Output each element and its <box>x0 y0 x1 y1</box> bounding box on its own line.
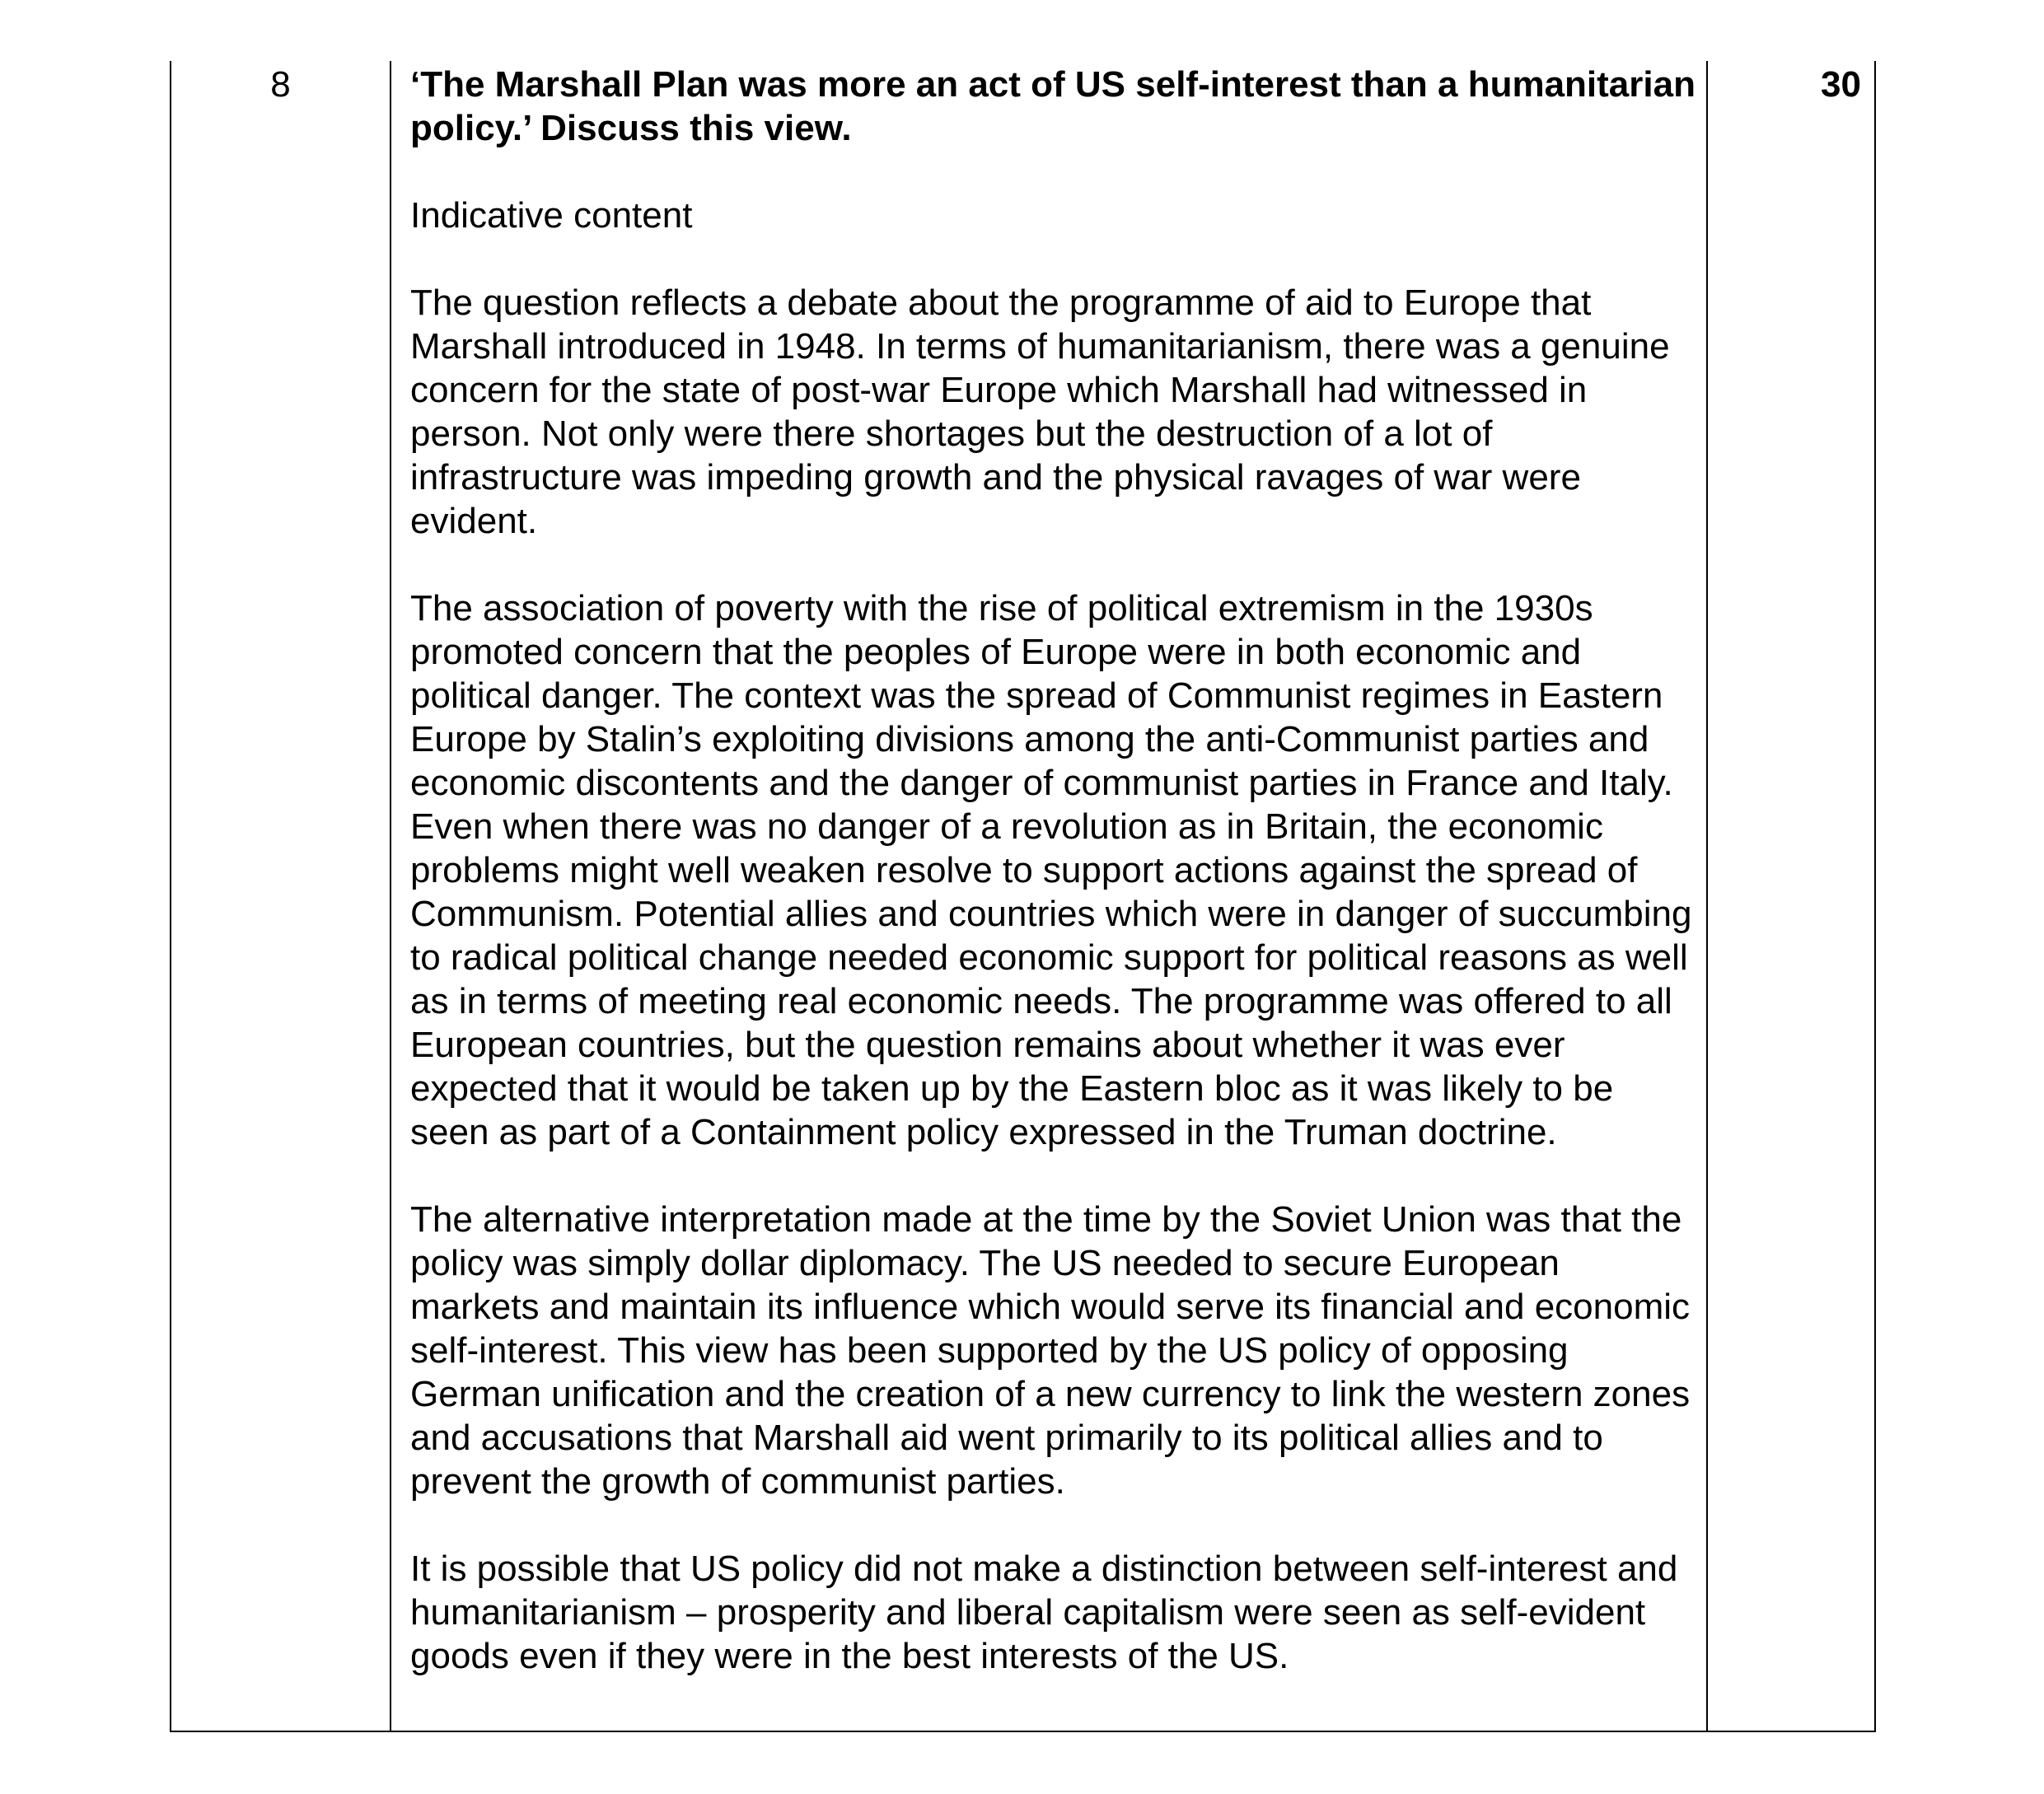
marks-value: 30 <box>1821 64 1861 105</box>
content-paragraph: The question reflects a debate about the programme of aid to Europe that Marshall introduced in 1948. In terms of humanitarianism, there was a genuine concern for the state of post-war Europe which Marshall had witnessed in person. Not only were there shortages but the destruction of a lot of infrastructure was impeding growth and the physical ravages of war were evident. <box>410 283 1670 541</box>
content-paragraph: It is possible that US policy did not make a distinction between self-interest and humanitarianism – prosperity and liberal capitalism were seen as self-evident goods even if they were in the best interests of the US. <box>410 1549 1678 1676</box>
content-paragraph: The association of poverty with the rise of political extremism in the 1930s promoted concern that the peoples of Europe were in both economic and political danger. The context was the spread of Communist regimes in Eastern Europe by Stalin’s exploiting divisions among the anti-Communist parties and economic discontents and the danger of communist parties in France and Italy. Even when there was no danger of a revolution as in Britain, the economic problems might well weaken resolve to support actions against the spread of Communism. Potential allies and countries which were in danger of succumbing to radical political change needed economic support for political reasons as well as in terms of meeting real economic needs. The programme was offered to all European countries, but the question remains about whether it was ever expected that it would be taken up by the Eastern bloc as it was likely to be seen as part of a Containment policy expressed in the Truman doctrine. <box>410 588 1692 1152</box>
content-heading: Indicative content <box>410 195 693 236</box>
mark-scheme-table <box>170 61 1876 1732</box>
question-text: ‘The Marshall Plan was more an act of US self-interest than a humanitarian policy.’ Discuss this view. <box>410 64 1696 148</box>
content-paragraph: The alternative interpretation made at the time by the Soviet Union was that the policy was simply dollar diplomacy. The US needed to secure European markets and maintain its influence which would serve its financial and economic self-interest. This view has been supported by the US policy of opposing German unification and the creation of a new currency to link the western zones and accusations that Marshall aid went primarily to its political allies and to prevent the growth of communist parties. <box>410 1199 1691 1502</box>
answer-content <box>410 63 1696 1678</box>
question-number: 8 <box>270 64 291 105</box>
column-divider <box>390 61 391 1731</box>
column-divider <box>1706 61 1708 1731</box>
